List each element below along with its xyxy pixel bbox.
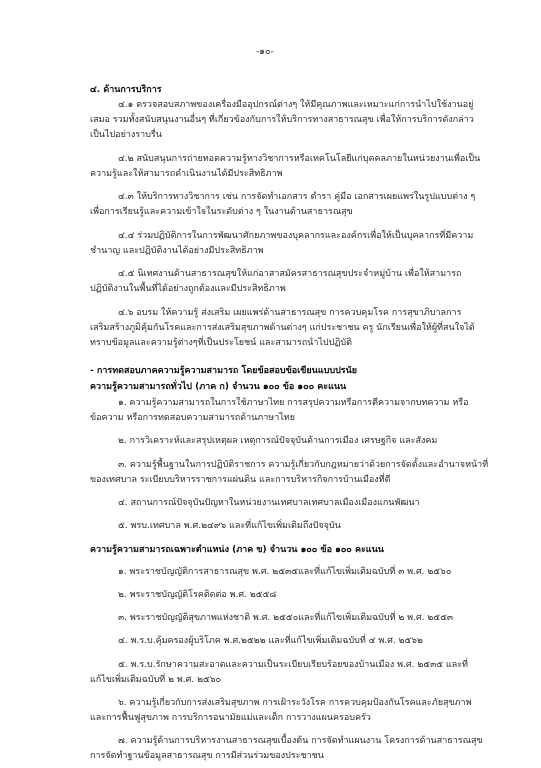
item-4-1-line-1: ๔.๑ ตรวจสอบสภาพของเครื่องมืออุปกรณ์ต่างๆ ให้มีคุณภาพและเหมาะแก่การนำไปใช้งานอยู่ (118, 100, 474, 110)
item-4-6-line-2: เสริมสร้างภูมิคุ้มกันโรคและการส่งเสริมสุขภาพด้านต่างๆ แก่ประชาชน ครู นักเรียนเพื่อให้ผู้ที่สนใจได้ (90, 323, 475, 333)
specific-ability-heading: ความรู้ความสามารถเฉพาะตำแหน่ง (ภาค ข) จำนวน ๑๐๐ ข้อ ๑๐๐ คะแนน (90, 545, 384, 555)
specific-item-7-line-1: ๗. ความรู้ด้านการบริหารงานสาธารณสุขเบื้องต้น การจัดทำแผนงาน โครงการด้านสาธารณสุข (118, 736, 483, 746)
general-item-5: ๕. พรบ.เทศบาล พ.ศ.๒๔๙๖ และที่แก้ไขเพิ่มเติมถึงปัจจุบัน (118, 521, 341, 531)
exam-heading: - การทดสอบภาคความรู้ความสามารถ โดยข้อสอบข้อเขียนแบบปรนัย (90, 366, 358, 376)
specific-item-2: ๒. พระราชบัญญัติโรคติดต่อ พ.ศ. ๒๕๕๘ (118, 590, 277, 600)
general-item-1-line-2: ข้อความ หรือการทดสอบความสามารถด้านภาษาไทย (90, 413, 296, 423)
item-4-4-line-2: ชำนาญ และปฏิบัติงานได้อย่างมีประสิทธิภาพ (90, 246, 264, 256)
item-4-6-line-3: ทราบข้อมูลและความรู้ต่างๆที่เป็นประโยชน์ และสามารถนำไปปฏิบัติ (90, 338, 352, 348)
item-4-2-line-2: ความรู้และให้สามารถดำเนินงานได้มีประสิทธิภาพ (90, 169, 283, 179)
specific-item-4: ๔. พ.ร.บ.คุ้มครองผู้บริโภค พ.ศ.๒๕๒๒ และที่แก้ไขเพิ่มเติมฉบับที่ ๔ พ.ศ. ๒๕๖๒ (118, 636, 423, 646)
general-item-3-line-2: ของเทศบาล ระเบียบบริหารราชการแผ่นดิน และการบริหารกิจการบ้านเมืองที่ดี (90, 475, 391, 485)
section-heading: ๔. ด้านการบริการ (90, 85, 162, 95)
item-4-1-line-3: เป็นไปอย่างราบรื่น (90, 130, 162, 140)
general-item-1-line-1: ๑. ความรู้ความสามารถในการใช้ภาษาไทย การสรุปความหรือการตีความจากบทความ หรือ (118, 398, 469, 408)
general-item-3-line-1: ๓. ความรู้พื้นฐานในการปฏิบัติราชการ ความรู้เกี่ยวกับกฎหมายว่าด้วยการจัดตั้งและอำนาจหน้าที่ (118, 460, 489, 470)
specific-item-1: ๑. พระราชบัญญัติการสาธารณสุข พ.ศ. ๒๕๓๕และที่แก้ไขเพิ่มเติมฉบับที่ ๓ พ.ศ. ๒๕๖๐ (118, 567, 452, 577)
specific-item-7-line-2: การจัดทำฐานข้อมูลสาธารณสุข การมีส่วนร่วมของประชาชน (90, 751, 324, 761)
item-4-4-line-1: ๔.๔ ร่วมปฏิบัติการในการพัฒนาศักยภาพของบุคลากรและองค์กรเพื่อให้เป็นบุคลากรที่มีความ (118, 231, 474, 241)
item-4-3-line-2: เพื่อการเรียนรู้และความเข้าใจในระดับต่าง ๆ ในงานด้านสาธารณสุข (90, 207, 353, 217)
specific-item-3: ๓. พระราชบัญญัติสุขภาพแห่งชาติ พ.ศ. ๒๕๕๐และที่แก้ไขเพิ่มเติมฉบับที่ ๒ พ.ศ. ๒๕๕๓ (118, 613, 454, 623)
specific-item-5-line-1: ๕. พ.ร.บ.รักษาความสะอาดและความเป็นระเบียบเรียบร้อยของบ้านเมือง พ.ศ. ๒๕๓๕ และที่ (118, 660, 468, 670)
specific-item-6-line-1: ๖. ความรู้เกี่ยวกับการส่งเสริมสุขภาพ การเฝ้าระวังโรค การควบคุมป้องกันโรคและภัยสุขภาพ (118, 698, 472, 708)
item-4-2-line-1: ๔.๒ สนับสนุนการถ่ายทอดความรู้ทางวิชาการหรือเทคโนโลยีแก่บุคคลภายในหน่วยงานเพื่อเป็น (118, 154, 481, 164)
item-4-3-line-1: ๔.๓ ให้บริการทางวิชาการ เช่น การจัดทำเอกสาร ตำรา คู่มือ เอกสารเผยแพร่ในรูปแบบต่าง ๆ (118, 192, 476, 202)
general-item-2: ๒. การวิเคราะห์และสรุปเหตุผล เหตุการณ์ปัจจุบันด้านการเมือง เศรษฐกิจ และสังคม (118, 436, 438, 446)
general-ability-heading: ความรู้ความสามารถทั่วไป (ภาค ก) จำนวน ๑๐๐ ข้อ ๑๐๐ คะแนน (90, 382, 347, 392)
general-item-4: ๔. สถานการณ์ปัจจุบันปัญหาในหน่วยงานเทศบาลเทศบาลเมืองเมืองแกนพัฒนา (118, 498, 420, 508)
item-4-5-line-1: ๔.๕ นิเทศงานด้านสาธารณสุขให้แก่อาสาสมัครสาธารณสุขประจำหมู่บ้าน เพื่อให้สามารถ (118, 269, 462, 279)
page-number: -๑๐- (256, 47, 274, 57)
item-4-6-line-1: ๔.๖ อบรม ให้ความรู้ ส่งเสริม เผยแพร่ด้านสาธารณสุข การควบคุมโรค การสุขาภิบาลการ (118, 308, 462, 318)
item-4-5-line-2: ปฏิบัติงานในพื้นที่ได้อย่างถูกต้องและมีประสิทธิภาพ (90, 284, 286, 294)
item-4-1-line-2: เสมอ รวมทั้งสนับสนุนงานอื่นๆ ที่เกี่ยวข้องกับการให้บริการทางสาธารณสุข เพื่อให้การบริการดังกล่าว (90, 115, 474, 125)
specific-item-5-line-2: แก้ไขเพิ่มเติมฉบับที่ ๒ พ.ศ. ๒๕๖๐ (90, 675, 222, 685)
specific-item-6-line-2: และการฟื้นฟูสุขภาพ การบริการอนามัยแม่และเด็ก การวางแผนครอบครัว (90, 713, 371, 723)
